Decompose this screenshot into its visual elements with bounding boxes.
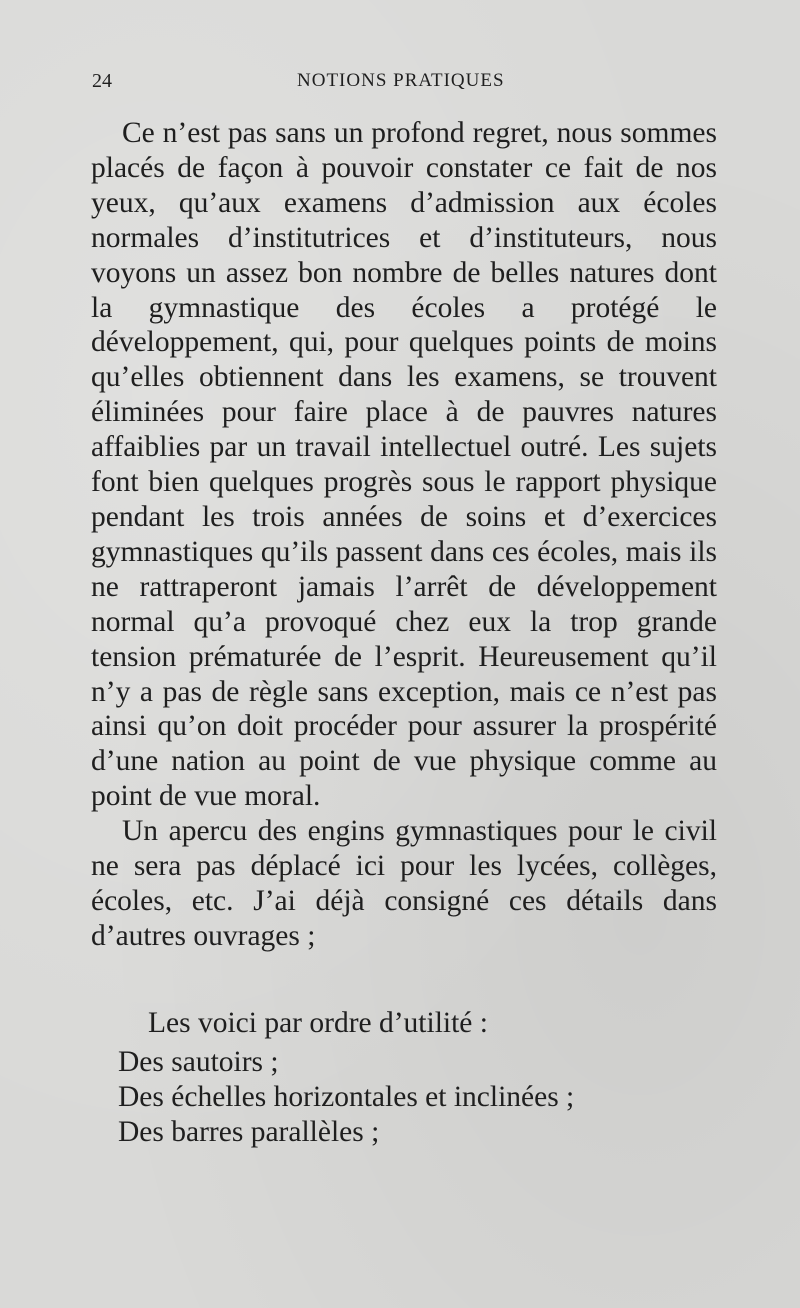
- list-item: Des sautoirs ;: [118, 1046, 279, 1078]
- list-item: Des échelles horizontales et inclinées ;: [118, 1081, 575, 1113]
- body-text: [91, 116, 717, 954]
- equipment-list: [118, 1045, 574, 1150]
- running-title: NOTIONS PRATIQUES: [297, 70, 505, 91]
- list-item: Des barres parallèles ;: [118, 1116, 380, 1148]
- page-number: 24: [92, 70, 112, 92]
- paragraph: Un apercu des engins gymnastiques pour le civil ne sera pas déplacé ici pour les lycées, collèges, écoles, etc. J’ai déjà consigné ces détails dans d’autres ouvrages ;: [91, 815, 717, 952]
- running-head: [92, 70, 712, 100]
- list-intro: Les voici par ordre d’utilité :: [148, 1007, 488, 1039]
- paragraph: Ce n’est pas sans un profond regret, nous sommes placés de façon à pouvoir constater ce fait de nos yeux, qu’aux examens d’admission aux écoles normales d’institutrices et d’instituteurs, nous voyons un assez bon nombre de belles natures dont la gymnastique des écoles a protégé le développement, qui, pour quelques points de moins qu’elles obtiennent dans les examens, se trouvent éliminées pour faire place à de pauvres natures affaiblies par un travail intellectuel outré. Les sujets font bien quelques progrès sous le rapport physique pendant les trois années de soins et d’exercices gymnastiques qu’ils passent dans ces écoles, mais ils ne rattraperont jamais l’arrêt de développement normal qu’a provoqué chez eux la trop grande tension prématurée de l’esprit. Heureusement qu’il n’y a pas de règle sans exception, mais ce n’est pas ainsi qu’on doit procéder pour assurer la prospérité d’une nation au point de vue physique comme au point de vue moral.: [91, 117, 717, 813]
